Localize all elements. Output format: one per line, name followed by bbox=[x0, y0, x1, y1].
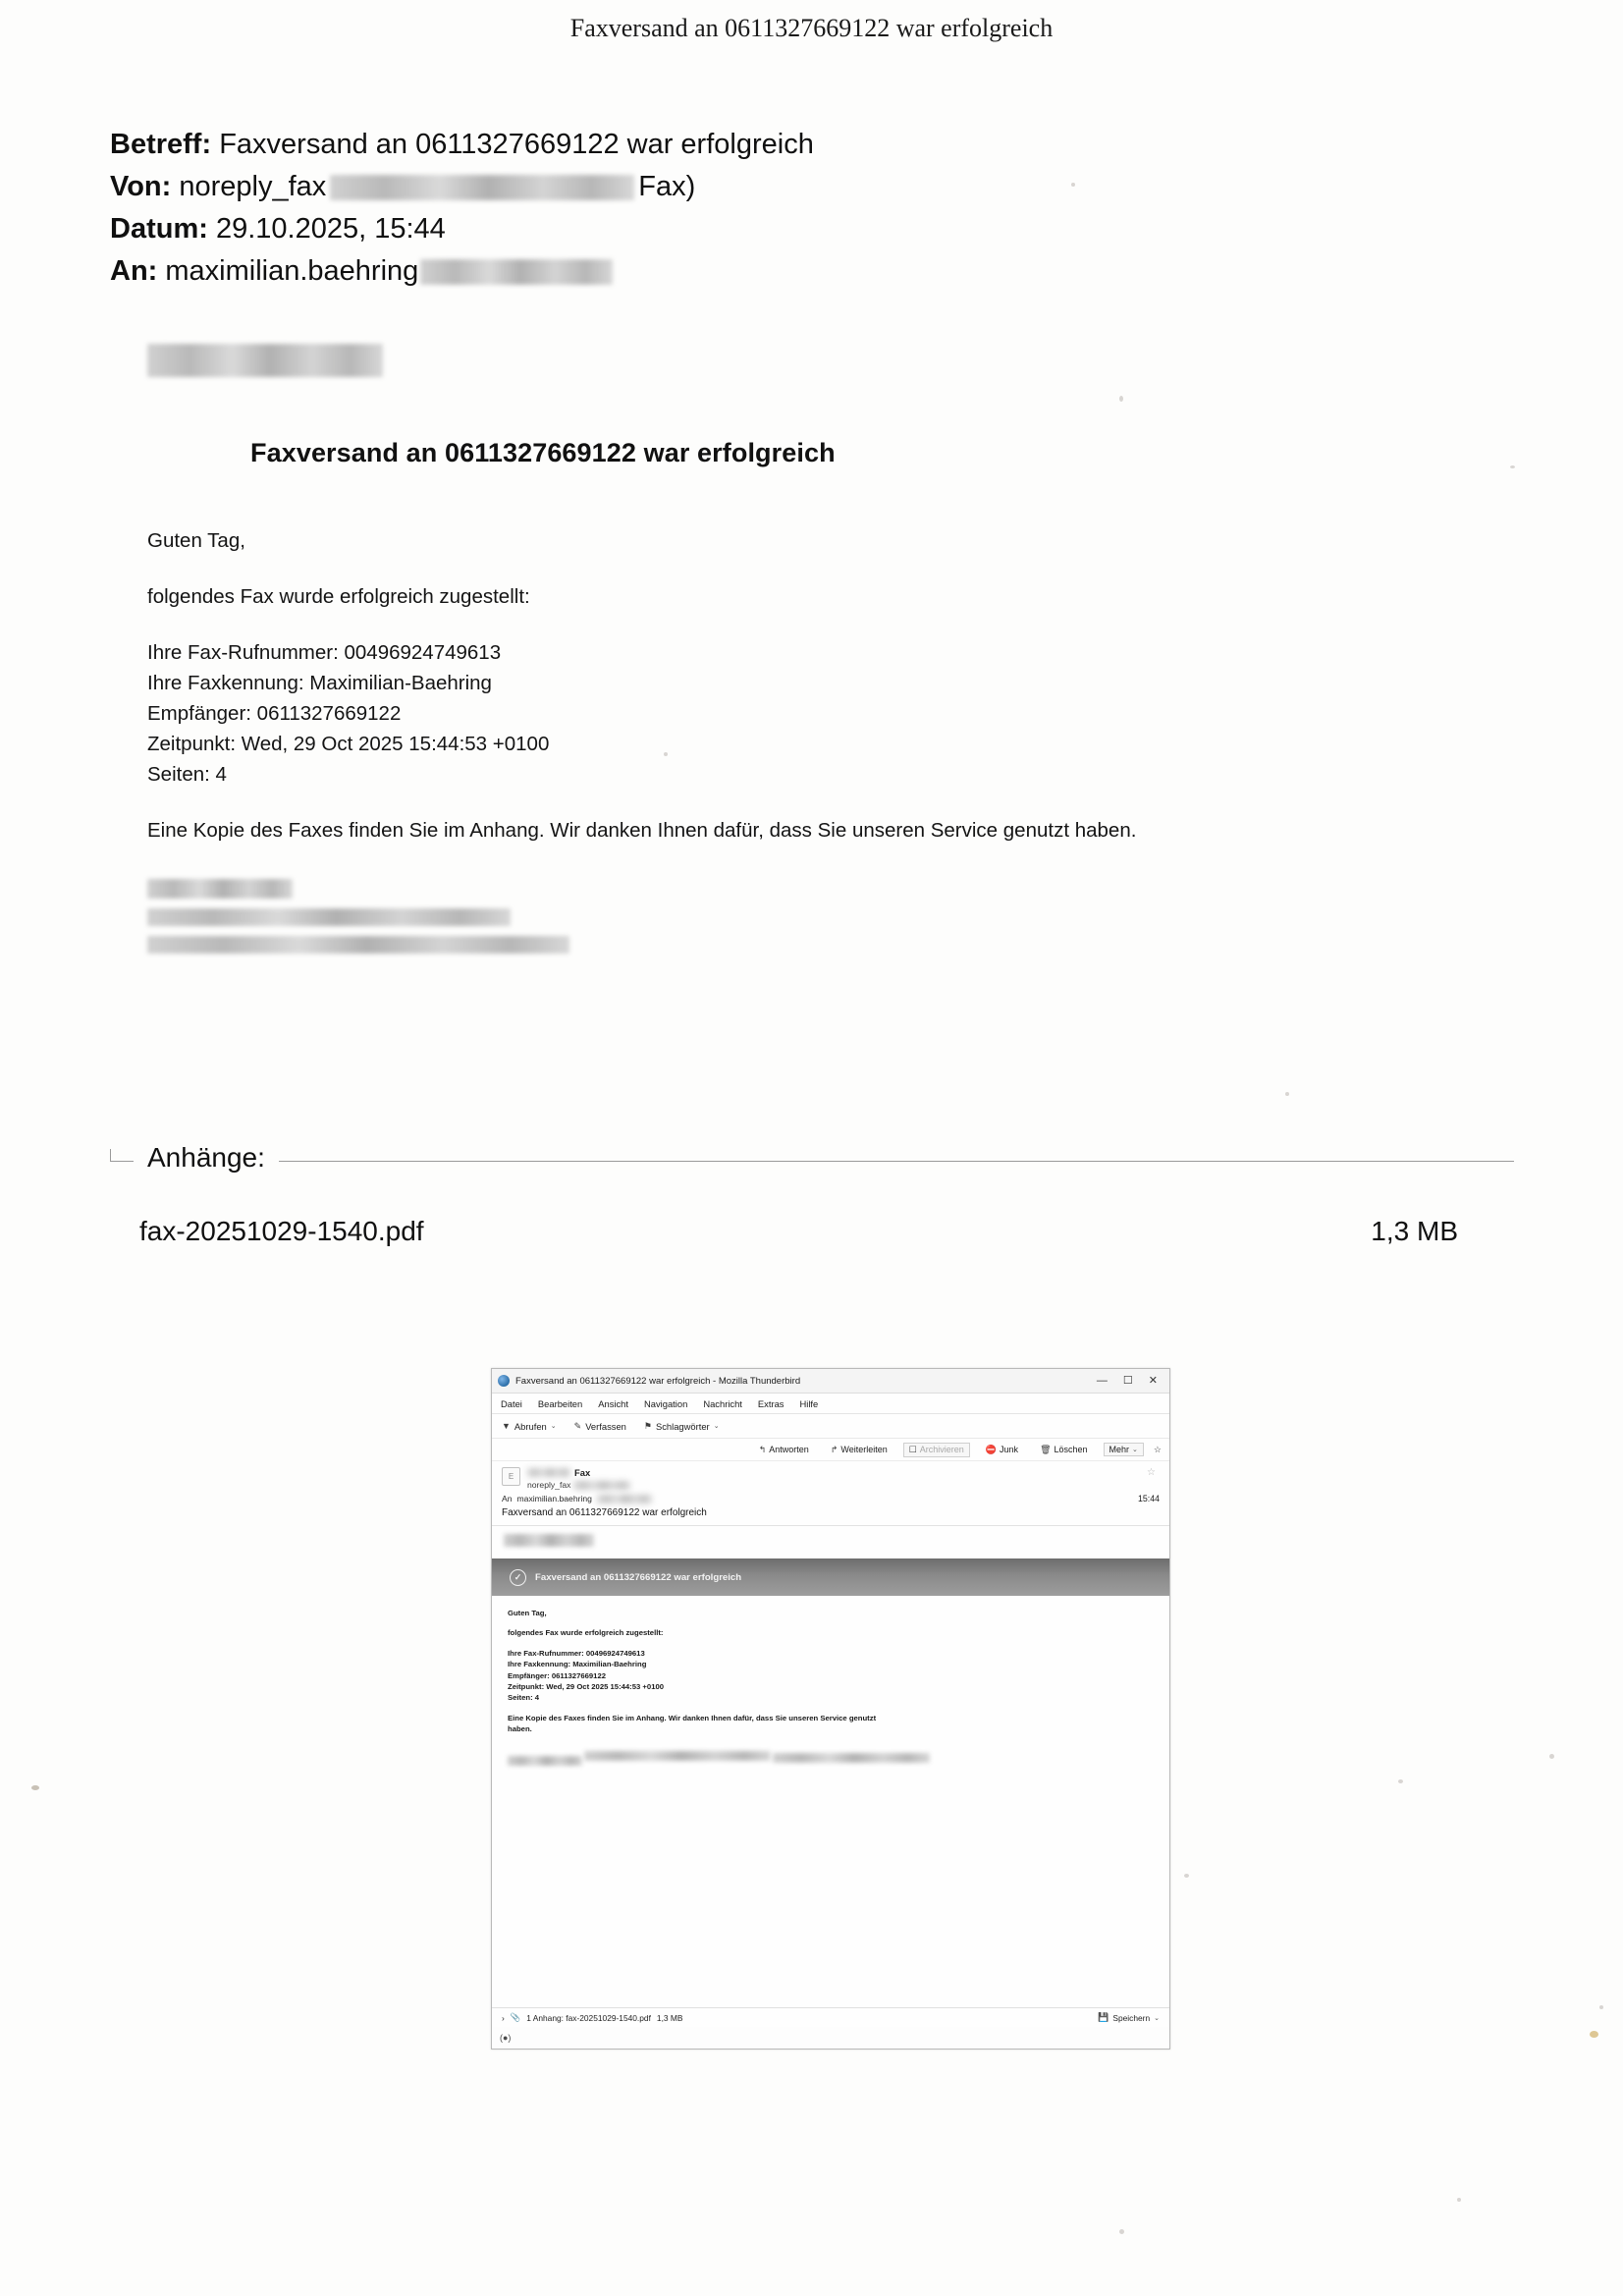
save-label: Speichern bbox=[1112, 2012, 1151, 2023]
window-controls bbox=[1097, 1376, 1163, 1387]
junk-label: Junk bbox=[1000, 1445, 1019, 1454]
archive-button[interactable] bbox=[903, 1443, 970, 1457]
redaction-to-address bbox=[420, 259, 613, 285]
sender-address-text: noreply_fax bbox=[527, 1480, 571, 1490]
reply-label: Antworten bbox=[769, 1445, 809, 1454]
junk-icon: ⛔ bbox=[985, 1444, 998, 1454]
expander-icon[interactable]: › bbox=[502, 2012, 505, 2023]
window-title: Faxversand an 0611327669122 war erfolgreich - Mozilla Thunderbird bbox=[515, 1375, 801, 1387]
chevron-down-icon[interactable]: ⌄ bbox=[550, 1423, 557, 1430]
scan-speck bbox=[1071, 183, 1075, 187]
detail-recipient: Empfänger: 0611327669122 bbox=[147, 702, 402, 725]
attachments-label: Anhänge: bbox=[134, 1142, 279, 1174]
save-attachment-button[interactable] bbox=[1098, 2012, 1160, 2023]
toolbar-label-schlagwoerter: Schlagwörter bbox=[655, 1420, 710, 1432]
detail-fax-id: Ihre Faxkennung: Maximilian-Baehring bbox=[508, 1660, 647, 1669]
message-from-row bbox=[492, 1461, 1169, 1492]
from-value: noreply_fax bbox=[179, 171, 327, 202]
detail-recipient: Empfänger: 0611327669122 bbox=[508, 1670, 607, 1680]
scan-speck bbox=[1599, 2005, 1603, 2009]
forward-icon: ↱ bbox=[830, 1444, 839, 1454]
chevron-down-icon[interactable]: ⌄ bbox=[713, 1423, 720, 1430]
sender-name bbox=[527, 1467, 630, 1478]
toolbar-button-abrufen[interactable] bbox=[502, 1421, 557, 1432]
detail-timestamp: Zeitpunkt: Wed, 29 Oct 2025 15:44:53 +0100 bbox=[147, 733, 550, 755]
from-value-suffix: Fax) bbox=[638, 171, 696, 202]
to-value: maximilian.baehring bbox=[516, 1494, 592, 1503]
chevron-down-icon[interactable]: ⌄ bbox=[1154, 2014, 1160, 2022]
redaction-signature-line-2 bbox=[584, 1751, 771, 1761]
subject-label: Betreff: bbox=[110, 129, 212, 160]
message-action-bar bbox=[492, 1439, 1169, 1461]
save-icon: 💾 bbox=[1098, 2012, 1109, 2022]
check-icon: ✓ bbox=[510, 1569, 526, 1586]
message-greeting: Guten Tag, bbox=[147, 529, 245, 552]
detail-fax-id: Ihre Faxkennung: Maximilian-Baehring bbox=[147, 672, 492, 694]
subject-value: Faxversand an 0611327669122 war erfolgreich bbox=[219, 129, 814, 160]
attachments-divider-tick bbox=[110, 1149, 111, 1162]
message-text bbox=[147, 525, 1365, 954]
email-header bbox=[110, 124, 814, 293]
header-row-from bbox=[110, 166, 814, 208]
message-heading: Faxversand an 0611327669122 war erfolgreich bbox=[250, 438, 836, 467]
attachments-divider bbox=[110, 1161, 1514, 1162]
download-icon: ▼ bbox=[502, 1421, 511, 1431]
redaction-logo bbox=[147, 344, 383, 377]
reply-button[interactable] bbox=[753, 1443, 815, 1457]
message-details bbox=[147, 637, 1365, 790]
detail-pages: Seiten: 4 bbox=[508, 1693, 540, 1703]
delete-button[interactable] bbox=[1034, 1443, 1093, 1457]
junk-button[interactable] bbox=[980, 1443, 1024, 1457]
thunderbird-app-icon bbox=[498, 1375, 510, 1387]
message-text bbox=[504, 1596, 1158, 1772]
header-row-subject bbox=[110, 124, 814, 166]
toolbar-button-schlagwoerter[interactable] bbox=[644, 1421, 720, 1432]
attachment-bar bbox=[492, 2007, 1169, 2027]
chevron-down-icon[interactable]: ⌄ bbox=[1132, 1447, 1138, 1453]
scan-speck bbox=[1549, 1754, 1554, 1759]
success-banner-text: Faxversand an 0611327669122 war erfolgreich bbox=[535, 1571, 742, 1583]
scan-speck bbox=[1119, 2229, 1124, 2234]
status-bar: (●) bbox=[492, 2027, 1169, 2049]
message-closing: Eine Kopie des Faxes finden Sie im Anhang. Wir danken Ihnen dafür, dass Sie unseren Service genutzt haben. bbox=[508, 1713, 877, 1734]
redaction-signature-line-3 bbox=[147, 936, 569, 954]
menu-item-datei[interactable]: Datei bbox=[501, 1397, 522, 1409]
sender-name-suffix: Fax bbox=[574, 1467, 591, 1478]
message-closing: Eine Kopie des Faxes finden Sie im Anhang. Wir danken Ihnen dafür, dass Sie unseren Service genutzt haben. bbox=[147, 819, 1137, 842]
window-titlebar bbox=[492, 1369, 1169, 1394]
menu-item-nachricht[interactable]: Nachricht bbox=[703, 1397, 742, 1409]
thunderbird-screenshot bbox=[491, 1368, 1170, 2050]
page-header-title: Faxversand an 0611327669122 war erfolgreich bbox=[569, 14, 1054, 42]
scan-speck bbox=[31, 1785, 39, 1790]
delete-label: Löschen bbox=[1054, 1445, 1088, 1454]
detail-fax-number: Ihre Fax-Rufnummer: 00496924749613 bbox=[508, 1648, 645, 1658]
star-icon[interactable]: ☆ bbox=[1147, 1467, 1156, 1478]
attachment-text[interactable]: 1 Anhang: fax-20251029-1540.pdf bbox=[526, 2012, 651, 2023]
message-intro: folgendes Fax wurde erfolgreich zugestellt: bbox=[147, 585, 530, 608]
to-label: An bbox=[502, 1494, 513, 1503]
avatar: E bbox=[502, 1467, 520, 1486]
archive-icon: ☐ bbox=[908, 1444, 917, 1454]
main-toolbar bbox=[492, 1414, 1169, 1439]
message-time: 15:44 bbox=[1137, 1494, 1160, 1503]
to-label: An: bbox=[110, 255, 158, 287]
star-icon[interactable]: ☆ bbox=[1153, 1444, 1162, 1454]
toolbar-label-abrufen: Abrufen bbox=[514, 1420, 547, 1432]
trash-icon: 🗑 bbox=[1040, 1444, 1052, 1454]
redaction-signature-line-1 bbox=[508, 1756, 582, 1766]
date-value: 29.10.2025, 15:44 bbox=[215, 213, 446, 245]
scan-speck bbox=[1590, 2031, 1598, 2038]
message-to-row bbox=[492, 1492, 1169, 1503]
tag-icon: ⚑ bbox=[643, 1420, 652, 1431]
close-icon[interactable]: ✕ bbox=[1148, 1374, 1158, 1387]
redaction-signature-line-3 bbox=[773, 1753, 930, 1763]
reply-icon: ↰ bbox=[758, 1444, 767, 1454]
scan-speck bbox=[1285, 1092, 1289, 1096]
message-signature bbox=[147, 879, 1365, 954]
to-value: maximilian.baehring bbox=[165, 255, 419, 287]
date-label: Datum: bbox=[110, 213, 208, 245]
forward-button[interactable] bbox=[825, 1443, 893, 1457]
scan-speck bbox=[1398, 1779, 1403, 1783]
minimize-icon[interactable]: — bbox=[1096, 1374, 1108, 1387]
from-label: Von: bbox=[110, 171, 172, 202]
menu-bar bbox=[492, 1394, 1169, 1414]
redaction-recipient-address bbox=[597, 1495, 652, 1503]
message-subject: Faxversand an 0611327669122 war erfolgreich bbox=[502, 1507, 707, 1518]
menu-item-hilfe[interactable]: Hilfe bbox=[799, 1397, 819, 1409]
detail-timestamp: Zeitpunkt: Wed, 29 Oct 2025 15:44:53 +0100 bbox=[508, 1682, 665, 1692]
archive-label: Archivieren bbox=[919, 1445, 964, 1454]
menu-item-ansicht[interactable]: Ansicht bbox=[598, 1397, 628, 1409]
toolbar-label-verfassen: Verfassen bbox=[585, 1420, 626, 1432]
menu-item-extras[interactable]: Extras bbox=[757, 1397, 784, 1409]
menu-item-bearbeiten[interactable]: Bearbeiten bbox=[537, 1397, 583, 1409]
redaction-signature-line-2 bbox=[147, 908, 511, 926]
maximize-icon[interactable]: ☐ bbox=[1122, 1374, 1133, 1387]
message-details bbox=[508, 1648, 1154, 1704]
scan-speck bbox=[1510, 465, 1515, 468]
redaction-sender-name bbox=[527, 1468, 570, 1477]
success-banner bbox=[492, 1558, 1169, 1596]
toolbar-button-verfassen[interactable] bbox=[574, 1421, 626, 1432]
message-intro: folgendes Fax wurde erfolgreich zugestellt: bbox=[508, 1628, 664, 1638]
more-label: Mehr bbox=[1109, 1445, 1130, 1454]
redaction-sender-address bbox=[573, 1481, 630, 1490]
attachment-file-name[interactable]: fax-20251029-1540.pdf bbox=[139, 1216, 424, 1246]
scan-speck bbox=[1184, 1874, 1189, 1878]
message-greeting: Guten Tag, bbox=[508, 1609, 547, 1617]
detail-fax-number: Ihre Fax-Rufnummer: 00496924749613 bbox=[147, 641, 502, 664]
paperclip-icon: 📎 bbox=[510, 2012, 521, 2022]
message-body-area bbox=[492, 1526, 1169, 1774]
header-row-date bbox=[110, 208, 814, 250]
sender-address bbox=[527, 1480, 630, 1490]
menu-item-navigation[interactable]: Navigation bbox=[644, 1397, 688, 1409]
more-button[interactable] bbox=[1104, 1443, 1144, 1456]
message-body bbox=[147, 344, 1365, 963]
attachment-file-size: 1,3 MB bbox=[1371, 1216, 1458, 1246]
redaction-from-address bbox=[330, 175, 634, 200]
redaction-signature-line-1 bbox=[147, 879, 293, 899]
attachment-size: 1,3 MB bbox=[656, 2012, 683, 2023]
pencil-icon: ✎ bbox=[573, 1420, 582, 1431]
redaction-body-logo bbox=[504, 1534, 594, 1547]
scan-speck bbox=[1457, 2198, 1461, 2202]
header-row-to bbox=[110, 250, 814, 293]
detail-pages: Seiten: 4 bbox=[147, 763, 227, 786]
forward-label: Weiterleiten bbox=[840, 1445, 888, 1454]
